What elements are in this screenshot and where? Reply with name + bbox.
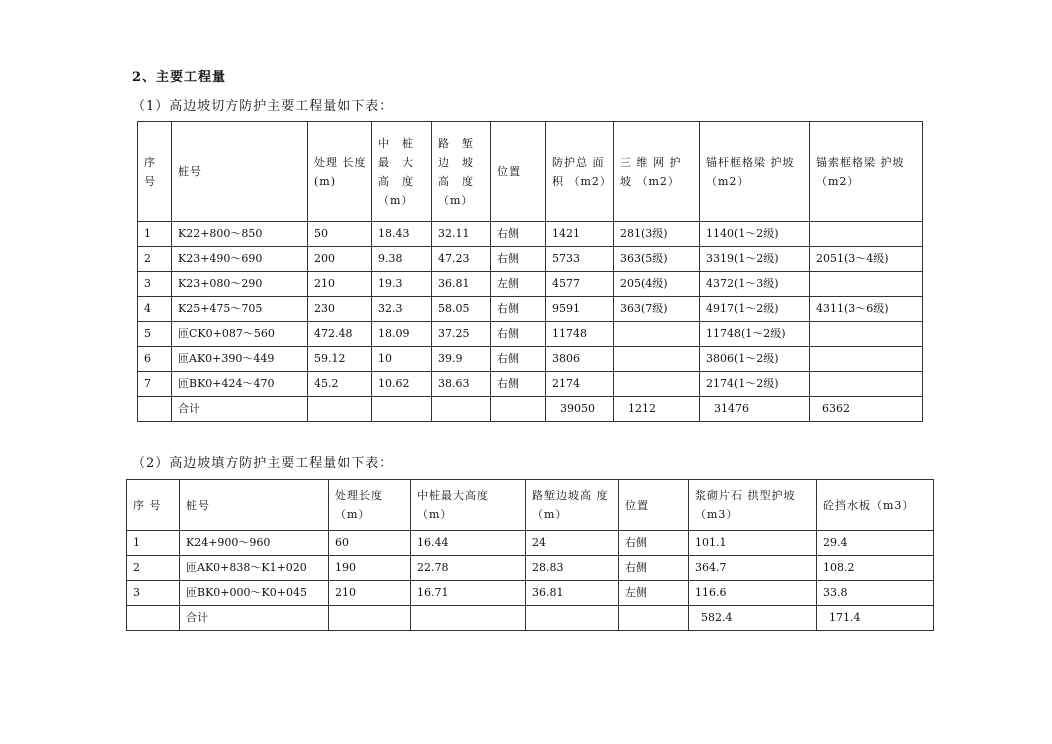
table-cell: 16.71 [411,581,526,606]
column-header: 序 号 [127,480,180,531]
column-header: 桩号 [180,480,329,531]
column-header: 处理长度 （m） [329,480,411,531]
table-cell: 47.23 [432,247,491,272]
fill-slope-quantities-table [126,479,934,631]
table-cell: 29.4 [817,531,934,556]
header-row [138,122,923,222]
table-cell: 472.48 [308,322,372,347]
table1-title: （1）高边坡切方防护主要工程量如下表： [132,99,394,114]
table-cell: 24 [526,531,619,556]
table-cell: 2174 [546,372,614,397]
total-row [138,397,923,422]
table-cell: 50 [308,222,372,247]
table-cell: 右侧 [619,556,689,581]
table-cell: 31476 [700,397,810,422]
table-cell: 33.8 [817,581,934,606]
column-header: 浆砌片石 拱型护坡（m3） [689,480,817,531]
table-cell: 1421 [546,222,614,247]
table-cell [432,397,491,422]
total-row [127,606,934,631]
table-cell: 5733 [546,247,614,272]
column-header: 防护总 面积 （m2） [546,122,614,222]
column-header: 中 桩 最 大 高 度 （m） [372,122,432,222]
table-cell: 18.09 [372,322,432,347]
table-cell: 2 [138,247,172,272]
table-row [138,297,923,322]
table-cell: 2 [127,556,180,581]
table-cell: 4 [138,297,172,322]
table-cell: 32.11 [432,222,491,247]
table-cell: 39.9 [432,347,491,372]
table-cell [810,322,923,347]
table-cell: K23+490～690 [172,247,308,272]
column-header: 中桩最大高度 （m） [411,480,526,531]
table-cell: 582.4 [689,606,817,631]
table-cell: 10 [372,347,432,372]
table-cell: 205(4级) [614,272,700,297]
table-cell: 匝BK0+424～470 [172,372,308,397]
table-cell: 22.78 [411,556,526,581]
table-cell: 5 [138,322,172,347]
table-row [138,222,923,247]
table-row [138,247,923,272]
table-row [127,581,934,606]
column-header: 砼挡水板（m3） [817,480,934,531]
column-header: 桩号 [172,122,308,222]
table-cell: 18.43 [372,222,432,247]
table-cell: 1212 [614,397,700,422]
table-cell [411,606,526,631]
table-row [138,322,923,347]
column-header: 位置 [619,480,689,531]
table-cell: 60 [329,531,411,556]
table-cell: 9.38 [372,247,432,272]
table-cell [810,372,923,397]
table-cell: 1 [138,222,172,247]
table-cell: 363(5级) [614,247,700,272]
table-cell: 9591 [546,297,614,322]
column-header: 位置 [491,122,546,222]
table-cell: K24+900～960 [180,531,329,556]
table-cell: 6 [138,347,172,372]
table-cell: K23+080～290 [172,272,308,297]
table-cell: 2174(1～2级) [700,372,810,397]
table-cell: 匝AK0+838～K1+020 [180,556,329,581]
table-cell: 10.62 [372,372,432,397]
table-cell: 116.6 [689,581,817,606]
table-cell: 230 [308,297,372,322]
table-cell: 1 [127,531,180,556]
table-cell [614,372,700,397]
table-row [127,556,934,581]
table-cell: 11748 [546,322,614,347]
table-cell: 190 [329,556,411,581]
table-cell: 匝CK0+087～560 [172,322,308,347]
table-cell: 171.4 [817,606,934,631]
table-row [138,372,923,397]
table-cell: 210 [329,581,411,606]
table-cell [810,222,923,247]
table-cell: 45.2 [308,372,372,397]
column-header: 路堑边坡高 度（m） [526,480,619,531]
table-cell: 右侧 [491,247,546,272]
table-cell: 210 [308,272,372,297]
table-cell: 3 [138,272,172,297]
table-row [138,272,923,297]
table-cell: 3806(1～2级) [700,347,810,372]
table-cell [810,347,923,372]
table-cell: 101.1 [689,531,817,556]
table-cell: 4917(1～2级) [700,297,810,322]
table-cell: 3319(1～2级) [700,247,810,272]
table-cell: 39050 [546,397,614,422]
table-cell: 28.83 [526,556,619,581]
column-header: 处理 长度(m) [308,122,372,222]
table-cell: 200 [308,247,372,272]
table-cell: 右侧 [491,347,546,372]
table-cell [329,606,411,631]
table-cell: 匝AK0+390～449 [172,347,308,372]
table-cell: 右侧 [619,531,689,556]
table-cell [614,347,700,372]
table-cell: 右侧 [491,322,546,347]
column-header: 三 维 网 护 坡 （m2） [614,122,700,222]
table2-title: （2）高边坡填方防护主要工程量如下表： [132,456,394,471]
table-cell: 58.05 [432,297,491,322]
table-cell: 右侧 [491,222,546,247]
table-cell: 36.81 [432,272,491,297]
table-cell: 右侧 [491,372,546,397]
table-cell [614,322,700,347]
table-cell: 合计 [172,397,308,422]
table-cell: 匝BK0+000～K0+045 [180,581,329,606]
table-cell: 38.63 [432,372,491,397]
table-cell [127,606,180,631]
column-header: 路 堑 边 坡 高 度 （m） [432,122,491,222]
table-cell: 右侧 [491,297,546,322]
table-cell: 合计 [180,606,329,631]
table-row [127,531,934,556]
table-cell: 11748(1～2级) [700,322,810,347]
table-row [138,347,923,372]
table-cell: 16.44 [411,531,526,556]
table-cell [810,272,923,297]
table-cell [372,397,432,422]
table-cell: 32.3 [372,297,432,322]
table-cell: 4577 [546,272,614,297]
table-cell: 363(7级) [614,297,700,322]
table-cell: 3 [127,581,180,606]
table-cell [308,397,372,422]
table-cell: 1140(1～2级) [700,222,810,247]
table-cell: 4372(1～3级) [700,272,810,297]
table-cell [138,397,172,422]
table-cell: 281(3级) [614,222,700,247]
table-cell: 36.81 [526,581,619,606]
table-cell: 4311(3～6级) [810,297,923,322]
table-cell: 3806 [546,347,614,372]
table-cell: 2051(3～4级) [810,247,923,272]
table-cell: 59.12 [308,347,372,372]
table-cell: 左侧 [491,272,546,297]
table-cell: 6362 [810,397,923,422]
column-header: 锚索框格梁 护坡（m2） [810,122,923,222]
table-cell: K22+800～850 [172,222,308,247]
table-cell: 左侧 [619,581,689,606]
table-cell: 364.7 [689,556,817,581]
table-cell: 108.2 [817,556,934,581]
column-header: 序 号 [138,122,172,222]
table-cell [491,397,546,422]
table-cell: 37.25 [432,322,491,347]
table-cell [619,606,689,631]
section-heading: 2、主要工程量 [132,70,227,85]
table-cell: 19.3 [372,272,432,297]
table-cell: K25+475～705 [172,297,308,322]
table-cell: 7 [138,372,172,397]
header-row [127,480,934,531]
cut-slope-quantities-table [137,121,923,422]
column-header: 锚杆框格梁 护坡 （m2） [700,122,810,222]
table-cell [526,606,619,631]
